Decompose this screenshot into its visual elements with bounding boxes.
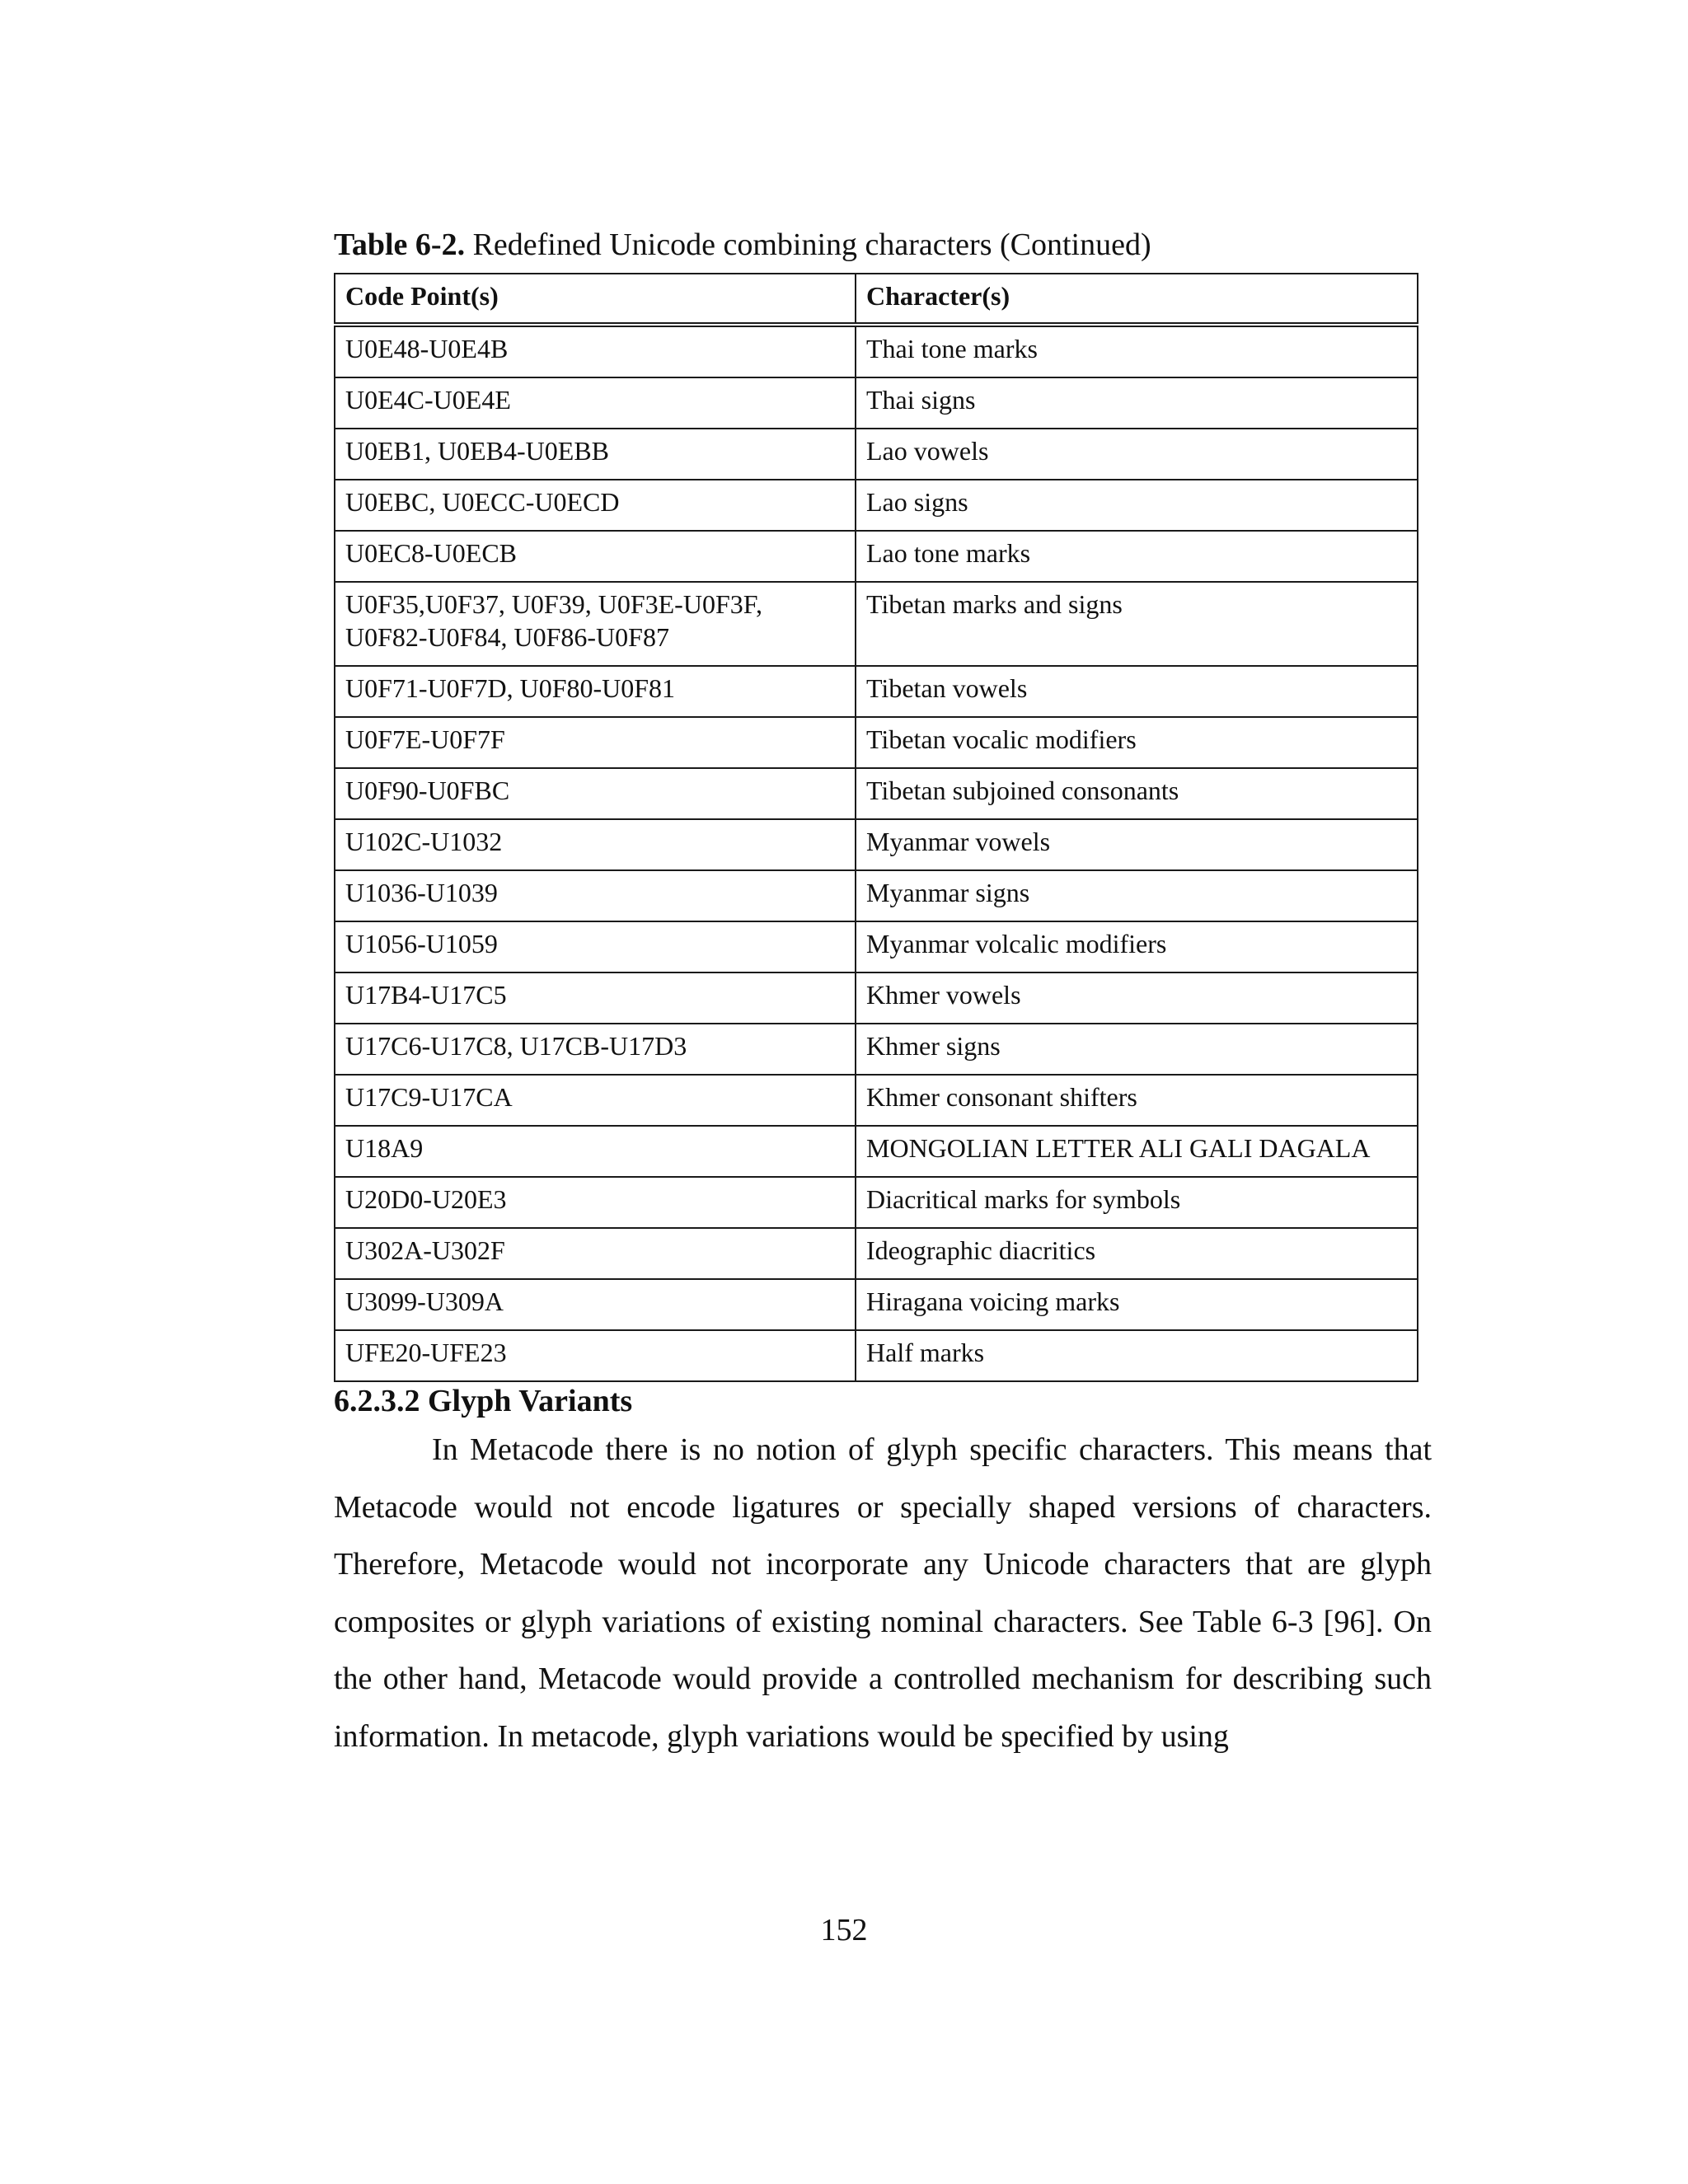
section-heading: 6.2.3.2 Glyph Variants <box>334 1384 633 1418</box>
character-cell: Khmer consonant shifters <box>856 1075 1418 1126</box>
character-cell: Myanmar volcalic modifiers <box>856 921 1418 972</box>
code-point-cell: U0EC8-U0ECB <box>335 531 856 582</box>
code-point-cell: U3099-U309A <box>335 1279 856 1330</box>
character-cell: Lao vowels <box>856 429 1418 480</box>
table-row <box>335 1126 1418 1177</box>
table-row <box>335 377 1418 429</box>
table-row <box>335 1228 1418 1279</box>
character-cell: Lao tone marks <box>856 531 1418 582</box>
code-point-cell: U302A-U302F <box>335 1228 856 1279</box>
table-row <box>335 768 1418 819</box>
code-point-cell: U0E4C-U0E4E <box>335 377 856 429</box>
code-point-cell: U0F71-U0F7D, U0F80-U0F81 <box>335 666 856 717</box>
code-point-cell: U0F7E-U0F7F <box>335 717 856 768</box>
table-row <box>335 666 1418 717</box>
code-point-cell: U20D0-U20E3 <box>335 1177 856 1228</box>
character-cell: Ideographic diacritics <box>856 1228 1418 1279</box>
code-point-cell: U1036-U1039 <box>335 870 856 921</box>
character-cell: Tibetan vowels <box>856 666 1418 717</box>
character-cell: Myanmar vowels <box>856 819 1418 870</box>
table-row <box>335 1279 1418 1330</box>
code-point-cell: U17C6-U17C8, U17CB-U17D3 <box>335 1024 856 1075</box>
table-row <box>335 531 1418 582</box>
character-cell: Tibetan vocalic modifiers <box>856 717 1418 768</box>
character-cell: Khmer vowels <box>856 972 1418 1024</box>
code-point-cell: U0EBC, U0ECC-U0ECD <box>335 480 856 531</box>
character-cell: Lao signs <box>856 480 1418 531</box>
table-row <box>335 870 1418 921</box>
table-row <box>335 921 1418 972</box>
table-row <box>335 717 1418 768</box>
code-point-cell: U0EB1, U0EB4-U0EBB <box>335 429 856 480</box>
code-point-cell: UFE20-UFE23 <box>335 1330 856 1381</box>
header-code-points: Code Point(s) <box>335 274 856 325</box>
code-point-cell: U0E48-U0E4B <box>335 325 856 377</box>
character-cell: Diacritical marks for symbols <box>856 1177 1418 1228</box>
code-point-cell: U17C9-U17CA <box>335 1075 856 1126</box>
table-caption-text: Redefined Unicode combining characters (Continued) <box>465 227 1151 262</box>
code-point-cell: U0F90-U0FBC <box>335 768 856 819</box>
table-body <box>335 325 1418 1381</box>
character-cell: Thai tone marks <box>856 325 1418 377</box>
page-number: 152 <box>820 1913 868 1947</box>
table-caption-label: Table 6-2. <box>334 227 466 262</box>
character-cell: Half marks <box>856 1330 1418 1381</box>
character-cell: Thai signs <box>856 377 1418 429</box>
code-point-cell: U1056-U1059 <box>335 921 856 972</box>
code-point-cell: U102C-U1032 <box>335 819 856 870</box>
table-row <box>335 1330 1418 1381</box>
table-row <box>335 1177 1418 1228</box>
character-cell: Khmer signs <box>856 1024 1418 1075</box>
code-point-cell: U0F35,U0F37, U0F39, U0F3E-U0F3F, U0F82-U0F84, U0F86-U0F87 <box>335 582 856 666</box>
table-row <box>335 1075 1418 1126</box>
code-point-cell: U18A9 <box>335 1126 856 1177</box>
table-header-row <box>335 274 1418 325</box>
character-cell: Tibetan marks and signs <box>856 582 1418 666</box>
table-row <box>335 325 1418 377</box>
header-characters: Character(s) <box>856 274 1418 325</box>
code-point-cell: U17B4-U17C5 <box>335 972 856 1024</box>
character-cell: Myanmar signs <box>856 870 1418 921</box>
body-paragraph: In Metacode there is no notion of glyph specific characters. This means that Metacode would not encode ligatures or specially shaped versions of characters. Therefore, Metacode would not incorporate any Unicode characters that are glyph composites or glyph variations of existing nominal characters. See Table 6-3 [96]. On the other hand, Metacode would provide a controlled mechanism for describing such information. In metacode, glyph variations would be specified by using <box>334 1432 1432 1754</box>
table-row <box>335 480 1418 531</box>
character-cell: Hiragana voicing marks <box>856 1279 1418 1330</box>
table-row <box>335 582 1418 666</box>
combining-characters-table <box>334 273 1418 1382</box>
table-row <box>335 1024 1418 1075</box>
character-cell: MONGOLIAN LETTER ALI GALI DAGALA <box>856 1126 1418 1177</box>
table-row <box>335 972 1418 1024</box>
table-caption <box>334 224 1151 265</box>
table-row <box>335 429 1418 480</box>
table-row <box>335 819 1418 870</box>
character-cell: Tibetan subjoined consonants <box>856 768 1418 819</box>
